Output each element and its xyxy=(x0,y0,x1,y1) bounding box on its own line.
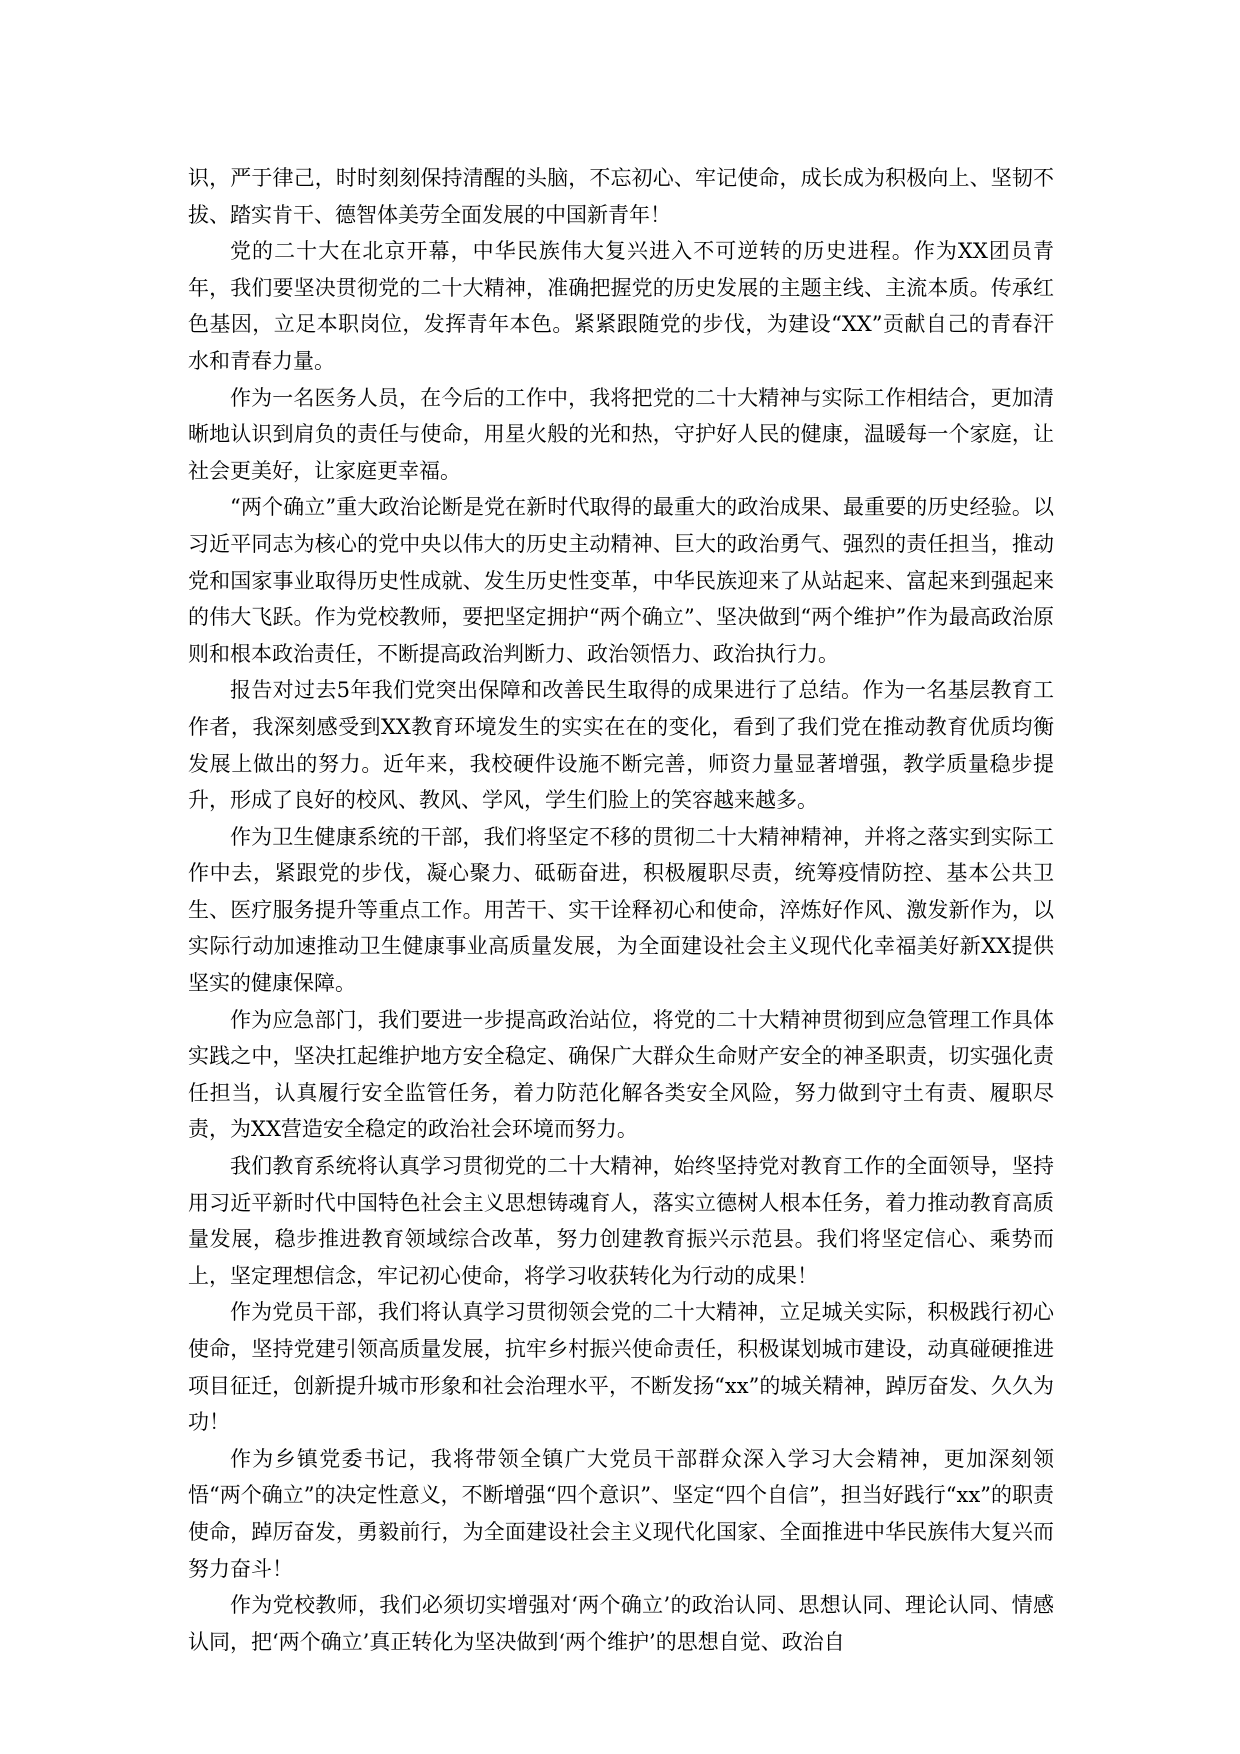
paragraph-5: 报告对过去5年我们党突出保障和改善民生取得的成果进行了总结。作为一名基层教育工作者，我深刻感受到XX教育环境发生的实实在在的变化，看到了我们党在推动教育优质均衡发展上做出的努力。近年来，我校硬件设施不断完善，师资力量显著增强，教学质量稳步提升，形成了良好的校风、教风、学风，学生们脸上的笑容越来越多。 xyxy=(188,678,1054,813)
paragraph-6: 作为卫生健康系统的干部，我们将坚定不移的贯彻二十大精神精神，并将之落实到实际工作中去，紧跟党的步伐，凝心聚力、砥砺奋进，积极履职尽责，统筹疫情防控、基本公共卫生、医疗服务提升等重点工作。用苦干、实干诠释初心和使命，淬炼好作风、激发新作为，以实际行动加速推动卫生健康事业高质量发展，为全面建设社会主义现代化幸福美好新XX提供坚实的健康保障。 xyxy=(188,824,1054,996)
document-body xyxy=(188,160,1054,1660)
paragraph-10: 作为乡镇党委书记，我将带领全镇广大党员干部群众深入学习大会精神，更加深刻领悟“两个确立”的决定性意义，不断增强“四个意识”、坚定“四个自信”，担当好践行“xx”的职责使命，踔厉奋发，勇毅前行，为全面建设社会主义现代化国家、全面推进中华民族伟大复兴而努力奋斗！ xyxy=(188,1446,1054,1581)
paragraph-9: 作为党员干部，我们将认真学习贯彻领会党的二十大精神，立足城关实际，积极践行初心使命，坚持党建引领高质量发展，抗牢乡村振兴使命责任，积极谋划城市建设，动真碰硬推进项目征迁，创新提升城市形象和社会治理水平，不断发扬“xx”的城关精神，踔厉奋发、久久为功！ xyxy=(188,1300,1054,1435)
paragraph-11: 作为党校教师，我们必须切实增强对‘两个确立’的政治认同、思想认同、理论认同、情感认同，把‘两个确立’真正转化为坚决做到‘两个维护’的思想自觉、政治自 xyxy=(188,1593,1054,1654)
paragraph-4: “两个确立”重大政治论断是党在新时代取得的最重大的政治成果、最重要的历史经验。以习近平同志为核心的党中央以伟大的历史主动精神、巨大的政治勇气、强烈的责任担当，推动党和国家事业取得历史性成就、发生历史性变革，中华民族迎来了从站起来、富起来到强起来的伟大飞跃。作为党校教师，要把坚定拥护“两个确立”、坚决做到“两个维护”作为最高政治原则和根本政治责任，不断提高政治判断力、政治领悟力、政治执行力。 xyxy=(188,495,1054,666)
paragraph-1: 识，严于律己，时时刻刻保持清醒的头脑，不忘初心、牢记使命，成长成为积极向上、坚韧不拔、踏实肯干、德智体美劳全面发展的中国新青年！ xyxy=(188,166,1054,227)
paragraph-2: 党的二十大在北京开幕，中华民族伟大复兴进入不可逆转的历史进程。作为XX团员青年，我们要坚决贯彻党的二十大精神，准确把握党的历史发展的主题主线、主流本质。传承红色基因，立足本职岗位，发挥青年本色。紧紧跟随党的步伐，为建设“XX”贡献自己的青春汗水和青春力量。 xyxy=(188,239,1054,373)
paragraph-3: 作为一名医务人员，在今后的工作中，我将把党的二十大精神与实际工作相结合，更加清晰地认识到肩负的责任与使命，用星火般的光和热，守护好人民的健康，温暖每一个家庭，让社会更美好，让家庭更幸福。 xyxy=(188,385,1054,483)
paragraph-8: 我们教育系统将认真学习贯彻党的二十大精神，始终坚持党对教育工作的全面领导，坚持用习近平新时代中国特色社会主义思想铸魂育人，落实立德树人根本任务，着力推动教育高质量发展，稳步推进教育领域综合改革，努力创建教育振兴示范县。我们将坚定信心、乘势而上，坚定理想信念，牢记初心使命，将学习收获转化为行动的成果！ xyxy=(188,1154,1054,1288)
paragraph-7: 作为应急部门，我们要进一步提高政治站位，将党的二十大精神贯彻到应急管理工作具体实践之中，坚决扛起维护地方安全稳定、确保广大群众生命财产安全的神圣职责，切实强化责任担当，认真履行安全监管任务，着力防范化解各类安全风险，努力做到守土有责、履职尽责，为XX营造安全稳定的政治社会环境而努力。 xyxy=(188,1007,1054,1142)
